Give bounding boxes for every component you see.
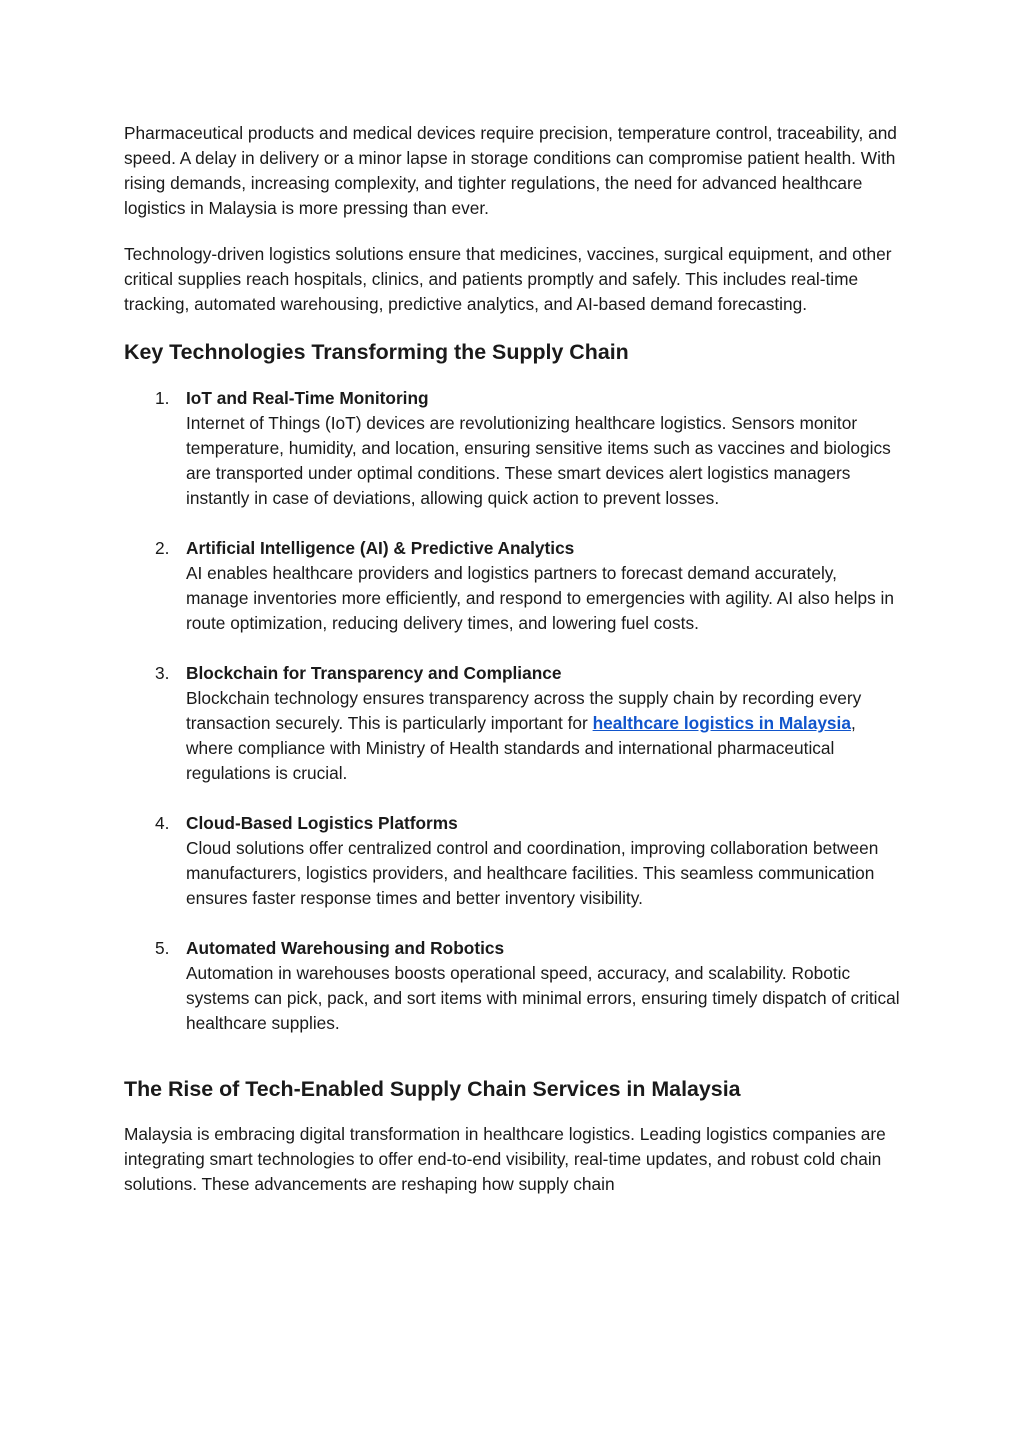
intro-paragraph-1: Pharmaceutical products and medical devices require precision, temperature control, traceability, and speed. A delay in delivery or a minor lapse in storage conditions can compromise patient health. With rising demands, increasing complexity, and tighter regulations, the need for advanced healthcare logistics in Malaysia is more pressing than ever. — [124, 123, 897, 218]
list-item-title: Blockchain for Transparency and Compliance — [186, 663, 562, 683]
technology-list — [124, 386, 904, 1036]
list-item — [124, 936, 904, 1036]
list-item — [124, 536, 904, 636]
list-item-body: Cloud solutions offer centralized control and coordination, improving collaboration between manufacturers, logistics providers, and healthcare facilities. This seamless communication ensures faster response times and better inventory visibility. — [186, 838, 879, 908]
document-page — [124, 121, 904, 1218]
list-item — [124, 661, 904, 786]
intro-paragraph-2: Technology-driven logistics solutions ensure that medicines, vaccines, surgical equipment, and other critical supplies reach hospitals, clinics, and patients promptly and safely. This includes real-time tracking, automated warehousing, predictive analytics, and AI-based demand forecasting. — [124, 244, 892, 314]
list-item-title: IoT and Real-Time Monitoring — [186, 388, 429, 408]
section2-paragraph-1: Malaysia is embracing digital transformation in healthcare logistics. Leading logistics companies are integrating smart technologies to offer end-to-end visibility, real-time updates, and robust cold chain solutions. These advancements are reshaping how supply chain — [124, 1124, 886, 1194]
section-heading-key-technologies: Key Technologies Transforming the Supply Chain — [124, 340, 629, 364]
spacer — [124, 1036, 904, 1075]
list-item — [124, 386, 904, 511]
list-item-body: Internet of Things (IoT) devices are revolutionizing healthcare logistics. Sensors monitor temperature, humidity, and location, ensuring sensitive items such as vaccines and biologics are transported under optimal conditions. These smart devices alert logistics managers instantly in case of deviations, allowing quick action to prevent losses. — [186, 413, 891, 508]
list-item-number: 3. — [155, 663, 170, 683]
list-item-title: Automated Warehousing and Robotics — [186, 938, 505, 958]
list-item-body-text: Blockchain technology ensures transparency across the supply chain by recording every transaction securely. This is particularly important for — [186, 688, 862, 733]
list-item-body: AI enables healthcare providers and logistics partners to forecast demand accurately, manage inventories more efficiently, and respond to emergencies with agility. AI also helps in route optimization, reducing delivery times, and lowering fuel costs. — [186, 563, 894, 633]
healthcare-logistics-link[interactable]: healthcare logistics in Malaysia — [592, 713, 851, 733]
section-heading-tech-enabled: The Rise of Tech-Enabled Supply Chain Services in Malaysia — [124, 1077, 741, 1101]
list-item-number: 1. — [155, 388, 170, 408]
list-item — [124, 811, 904, 911]
list-item-title: Artificial Intelligence (AI) & Predictive Analytics — [186, 538, 575, 558]
list-item-body — [186, 686, 904, 786]
list-item-title: Cloud-Based Logistics Platforms — [186, 813, 458, 833]
list-item-number: 4. — [155, 813, 170, 833]
list-item-number: 5. — [155, 938, 170, 958]
list-item-body: Automation in warehouses boosts operational speed, accuracy, and scalability. Robotic systems can pick, pack, and sort items with minimal errors, ensuring timely dispatch of critical healthcare supplies. — [186, 963, 900, 1033]
list-item-number: 2. — [155, 538, 170, 558]
list-item-body-text: , where compliance with Ministry of Health standards and international pharmaceutical regulations is crucial. — [186, 713, 856, 783]
